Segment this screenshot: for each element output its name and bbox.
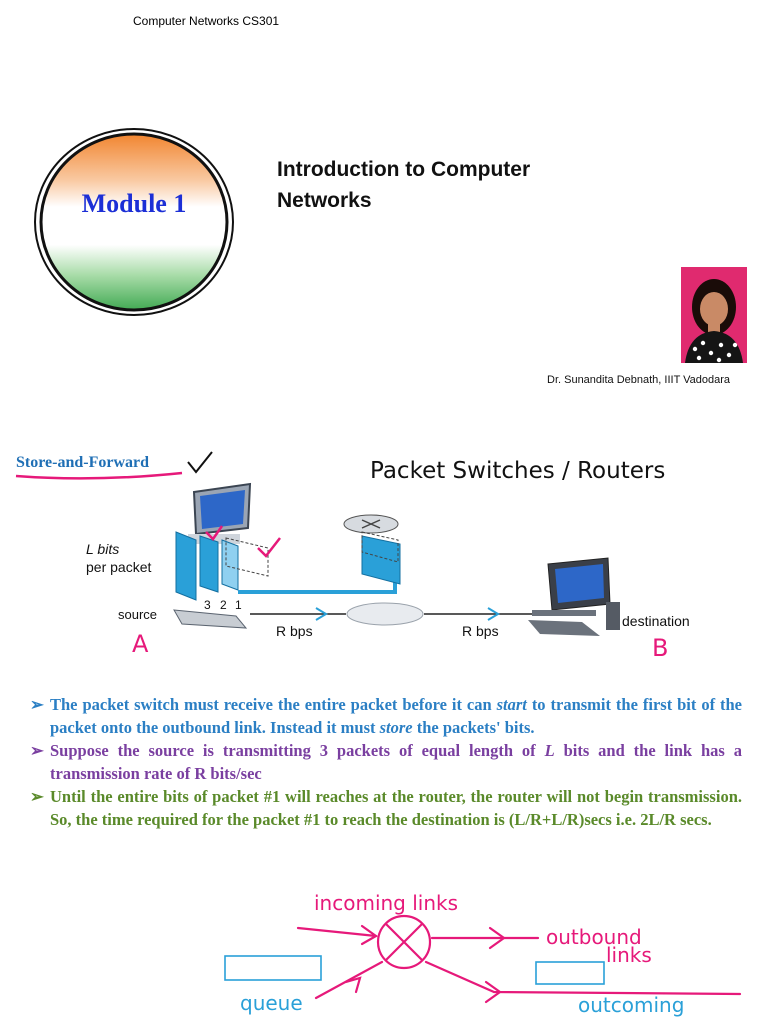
source-label: source (118, 607, 158, 622)
bullet-1: ➢ The packet switch must receive the entire packet before it can start to transmit the first bit of the packet onto the outbound link. Instead it must store the packets' bits. (30, 695, 743, 737)
handwritten-mark-b: B (652, 634, 669, 662)
sketch-outbound-line-lower (426, 962, 740, 994)
bullet-3: ➢ Until the entire bits of packet #1 will reaches at the router, the router will not begin transmission. So, the time required for the packet #1 to reach the destination is (L/R+L/R)secs i.e. 2L/R secs. (30, 787, 742, 829)
sketch-queue-box (225, 956, 321, 980)
module-title: Introduction to Computer Networks (277, 158, 531, 212)
author-caption: Dr. Sunandita Debnath, IIIT Vadodara (547, 374, 731, 386)
title-checkmark-icon (188, 452, 212, 472)
sketch-incoming-label: incoming links (314, 891, 459, 915)
module-badge (33, 127, 235, 317)
sketch-links-label: links (606, 943, 652, 967)
per-packet-label: per packet (86, 559, 152, 575)
title-underline (16, 473, 182, 478)
sketch-outbound-label: outbound (546, 925, 642, 949)
destination-computer-icon (528, 558, 620, 636)
packet-checkmark-icon (258, 538, 280, 556)
sketch-queue-label: queue (240, 991, 303, 1015)
bullet-arrow-icon: ➢ (30, 787, 44, 806)
slide-title: Store-and-Forward (16, 454, 150, 471)
bullet-arrow-icon: ➢ (30, 695, 44, 714)
sketch-outcoming-label: outcoming (578, 993, 685, 1017)
rate-label-1: R bps (276, 623, 313, 639)
author-portrait-illustration (681, 267, 747, 363)
bullet-list (30, 693, 742, 831)
author-photo (681, 267, 747, 363)
course-header: Computer Networks CS301 (133, 14, 280, 28)
bullet-2: ➢ Suppose the source is transmitting 3 packets of equal length of L bits and the link has a transmission rate of R bits/sec (30, 741, 742, 783)
handwritten-mark-a: A (132, 630, 149, 658)
sketch-queue-box (536, 962, 604, 984)
rate-label-2: R bps (462, 623, 499, 639)
module-badge-graphic (33, 127, 235, 317)
packet-number-1: 1 (235, 598, 242, 612)
sketch-incoming-arrow (298, 928, 376, 936)
module-label: Module 1 (81, 189, 187, 218)
handwritten-title: Packet Switches / Routers (370, 458, 666, 484)
packet-number-3: 3 (204, 598, 211, 612)
sketch-switch-cross (386, 924, 422, 960)
bullet-arrow-icon: ➢ (30, 741, 44, 760)
handwritten-switch-sketch (0, 870, 768, 1024)
router-icon (344, 515, 423, 625)
store-and-forward-figure (0, 440, 768, 680)
lbits-label: L bits (86, 541, 120, 557)
destination-label: destination (622, 613, 690, 629)
packet-number-2: 2 (220, 598, 227, 612)
